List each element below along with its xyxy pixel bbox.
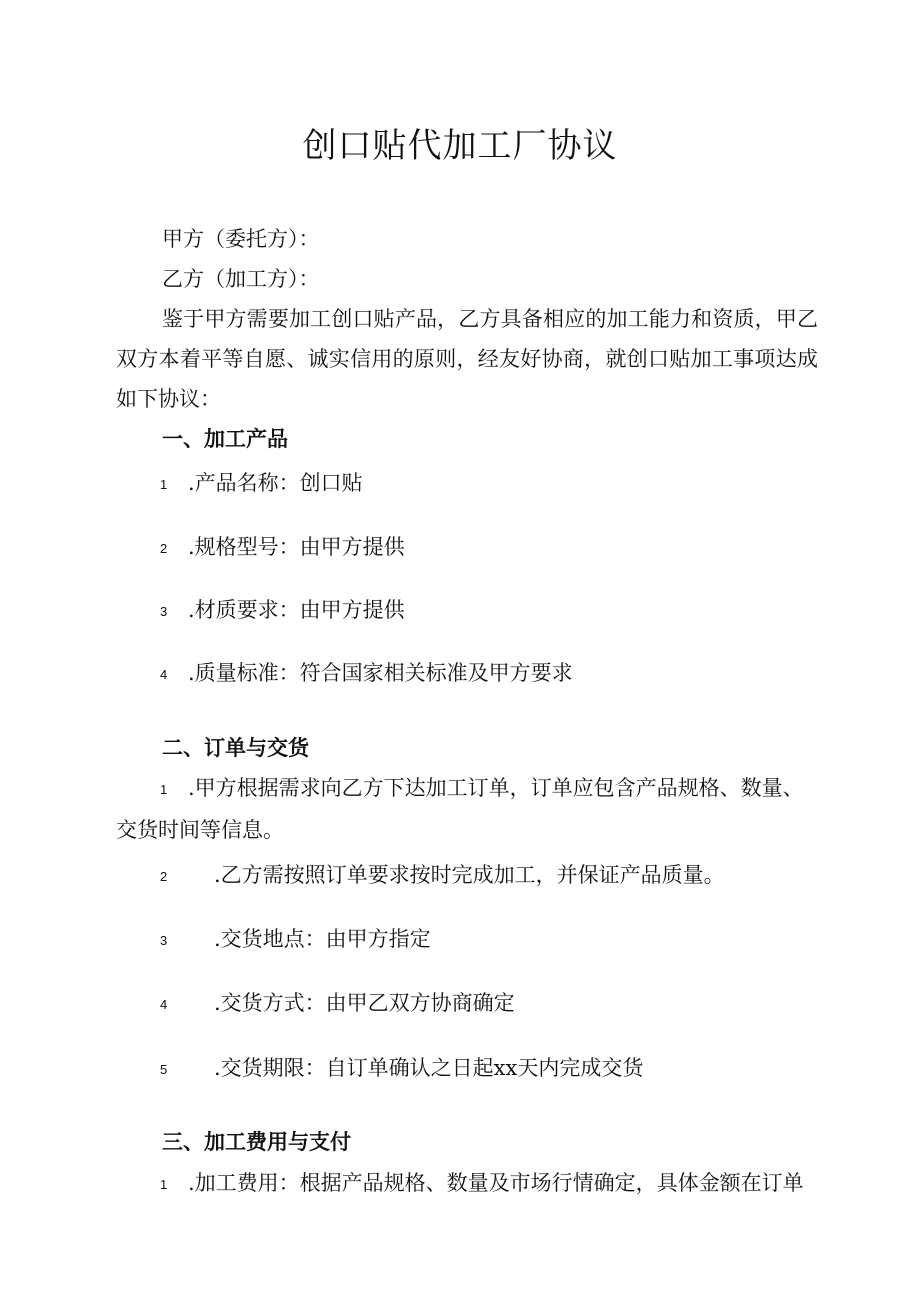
- list-item: [160, 775, 804, 803]
- section-heading-fees: 三、加工费用与支付: [162, 1130, 351, 1154]
- item-number: 2: [160, 868, 168, 884]
- item-number: 3: [160, 932, 168, 948]
- list-item: [160, 660, 573, 688]
- list-item: [160, 1170, 804, 1198]
- item-number: 1: [160, 1176, 168, 1192]
- item-number: 4: [160, 666, 168, 682]
- item-number: 5: [160, 1061, 168, 1077]
- list-item: [160, 990, 515, 1018]
- item-text: .加工费用：根据产品规格、数量及市场行情确定，具体金额在订单: [188, 1171, 804, 1195]
- preamble-paragraph: 鉴于甲方需要加工创口贴产品，乙方具备相应的加工能力和资质，甲乙双方本着平等自愿、诚实信用的原则，经友好协商，就创口贴加工事项达成如下协议：: [116, 307, 818, 411]
- item-text: .交货方式：由甲乙双方协商确定: [214, 991, 515, 1015]
- party-a-label: 甲方（委托方）：: [162, 227, 320, 251]
- item-text: .交货地点：由甲方指定: [214, 927, 431, 951]
- item-number: 3: [160, 603, 168, 619]
- item-number: 2: [160, 540, 168, 556]
- item-continuation: 交货时间等信息。: [116, 818, 284, 842]
- item-text: .乙方需按照订单要求按时完成加工，并保证产品质量。: [214, 863, 725, 887]
- party-b-label: 乙方（加工方）：: [162, 267, 320, 291]
- item-text: .交货期限：自订单确认之日起xx天内完成交货: [214, 1056, 644, 1080]
- section-heading-products: 一、加工产品: [162, 427, 288, 451]
- section-heading-orders: 二、订单与交货: [162, 736, 309, 760]
- document-title: 创口贴代加工厂协议: [302, 126, 618, 166]
- item-text: .甲方根据需求向乙方下达加工订单，订单应包含产品规格、数量、: [188, 776, 804, 800]
- item-number: 4: [160, 996, 168, 1012]
- item-text: .材质要求：由甲方提供: [188, 598, 405, 622]
- item-text: .产品名称：创口贴: [188, 471, 363, 495]
- list-item: [160, 1055, 643, 1083]
- list-item: [160, 470, 363, 498]
- list-item: [160, 534, 405, 562]
- item-text: .规格型号：由甲方提供: [188, 535, 405, 559]
- item-number: 1: [160, 781, 168, 797]
- list-item: [160, 597, 405, 625]
- item-text: .质量标准：符合国家相关标准及甲方要求: [188, 661, 573, 685]
- item-number: 1: [160, 476, 168, 492]
- list-item: [160, 862, 725, 890]
- list-item: [160, 926, 431, 954]
